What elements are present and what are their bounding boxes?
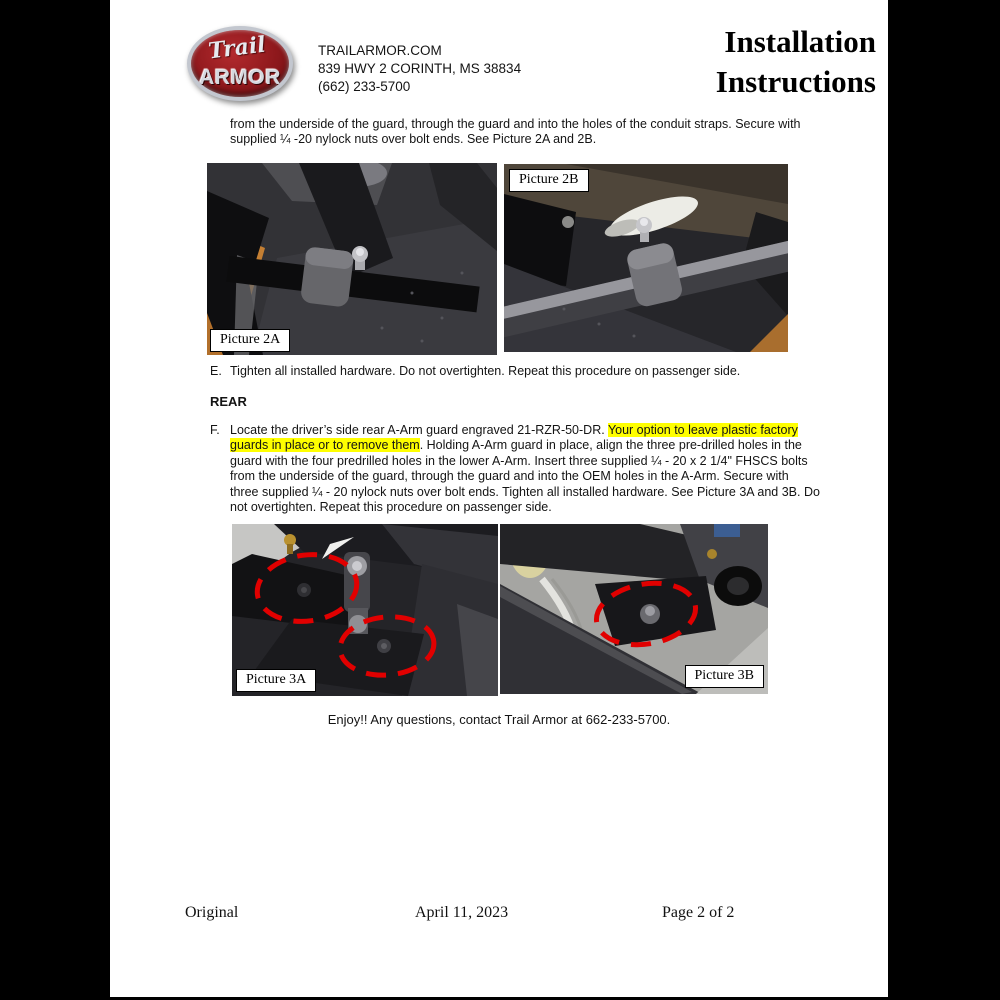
photo-picture-3a: [232, 524, 498, 696]
footer-page-number: Page 2 of 2: [662, 904, 735, 921]
document-page: [110, 0, 888, 997]
step-f: [210, 423, 820, 515]
section-heading-rear: REAR: [210, 394, 247, 409]
step-e: [210, 364, 820, 379]
step-f-text-1: Locate the driver’s side rear A-Arm guard engraved 21-RZR-50-DR.: [230, 423, 608, 437]
logo-script-text: Trail: [206, 31, 268, 65]
step-f-text-2: . Holding A-Arm guard in place, align the three pre-drilled holes in the guard with the four predrilled holes in the lower A-Arm. Insert three supplied ¼ - 20 x 2 1/4" FHSCS bolts from the underside of the guard, through the guard and into the OEM holes in the A-Arm. Secure with three supplied ¼ - 20 nylock nuts over bolt ends. Tighten all installed hardware. See Picture 3A and 3B. Do not overtighten. Repeat this procedure on passenger side.: [230, 438, 820, 515]
step-f-marker: F.: [210, 423, 220, 437]
company-address: 839 HWY 2 CORINTH, MS 38834: [318, 61, 522, 76]
footer-date: April 11, 2023: [415, 904, 509, 921]
logo-oval-badge-icon: [187, 26, 293, 101]
right-letterbox-bar: [888, 0, 1000, 1000]
photo-2a-scene: [207, 163, 497, 355]
photo-picture-2b: [504, 164, 788, 352]
intro-paragraph: from the underside of the guard, through the guard and into the holes of the conduit straps. Secure with supplied ¼ -20 nylock nuts over bolt ends. See Picture 2A and 2B.: [230, 117, 801, 147]
picture-2a-label: Picture 2A: [210, 329, 290, 352]
company-phone: (662) 233-5700: [318, 79, 411, 94]
logo-block-text: ARMOR: [199, 66, 281, 89]
page-title-line2: Instructions: [715, 64, 876, 99]
company-website: TRAILARMOR.COM: [318, 43, 442, 58]
picture-2b-label: Picture 2B: [509, 169, 589, 192]
company-contact-block: [318, 42, 521, 96]
closing-line: Enjoy!! Any questions, contact Trail Armor at 662-233-5700.: [327, 712, 671, 727]
page-title-line1: Installation: [724, 24, 876, 59]
footer-revision: Original: [185, 904, 239, 921]
picture-3b-label: Picture 3B: [685, 665, 765, 688]
left-letterbox-bar: [0, 0, 110, 1000]
step-f-highlighted-text: Your option to leave plastic factory guards in place or to remove them: [230, 423, 798, 453]
step-e-text: Tighten all installed hardware. Do not overtighten. Repeat this procedure on passenger side.: [230, 364, 741, 378]
page-title: [716, 22, 876, 102]
picture-3a-label: Picture 3A: [236, 669, 316, 692]
step-e-marker: E.: [210, 364, 222, 378]
trail-armor-logo: [187, 26, 293, 101]
photo-picture-2a: [207, 163, 497, 355]
photo-2b-scene: [504, 164, 788, 352]
photo-picture-3b: [500, 524, 768, 694]
